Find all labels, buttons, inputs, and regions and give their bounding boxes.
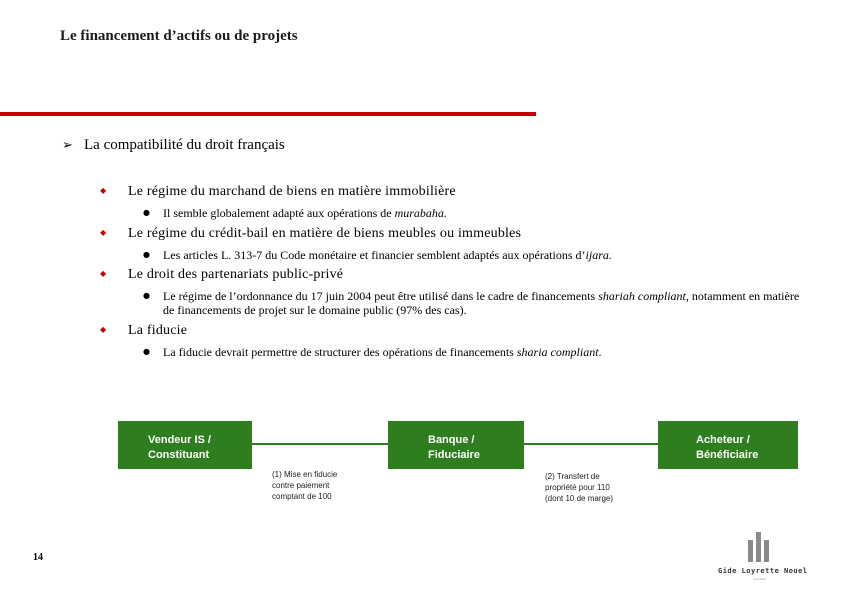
sub-bullet-emphasis: ijara. (585, 248, 612, 262)
sub-bullet-text: La fiducie devrait permettre de structurer des opérations de financements (163, 345, 517, 359)
sub-bullet-text: Il semble globalement adapté aux opérations de (163, 206, 395, 220)
connector-line-1 (252, 443, 388, 445)
bullet-item-1 (100, 184, 456, 200)
page-number: 14 (33, 552, 43, 563)
logo-bar-icon (756, 532, 761, 562)
sub-bullet-text-end: , notamment en matière de financements de projet sur le domaine public (97% des cas). (163, 289, 800, 317)
section-heading-text: La compatibilité du droit français (84, 137, 285, 153)
flow-box-buyer (658, 421, 798, 469)
sub-bullet-item-3 (143, 289, 803, 317)
sub-bullet-item-4 (143, 345, 803, 359)
sub-bullet-emphasis: sharia compliant (516, 345, 599, 359)
sub-bullet-text: Les articles L. 313-7 du Code monétaire et financier semblent adaptés aux opérations d’ (163, 248, 586, 262)
note-line: (dont 10 de marge) (545, 494, 614, 503)
sub-bullet-emphasis: shariah compliant (598, 289, 686, 303)
bullet-text: La fiducie (128, 323, 188, 338)
box-label-line-2: Bénéficiaire (696, 449, 759, 461)
section-heading (62, 137, 285, 154)
flow-box-seller (118, 421, 252, 469)
slide-title: Le financement d’actifs ou de projets (60, 28, 298, 44)
diamond-bullet-icon: ◆ (100, 269, 107, 278)
arrow-bullet-icon: ➢ (62, 138, 73, 153)
note-line: (1) Mise en fiducie (272, 470, 338, 479)
firm-logo (718, 526, 808, 582)
flow-note-2 (545, 471, 613, 504)
sub-bullet-emphasis: murabaha. (394, 206, 447, 220)
dot-bullet-icon: ● (143, 291, 150, 300)
bullet-text: Le régime du marchand de biens en matière immobilière (128, 184, 456, 199)
bullet-item-4 (100, 323, 187, 339)
title-divider (0, 112, 536, 116)
sub-bullet-item-2 (143, 248, 803, 262)
logo-subtext: A.A.R.P.I (754, 577, 766, 581)
flow-note-1 (272, 469, 337, 502)
note-line: contre paiement (272, 481, 330, 490)
connector-line-2 (524, 443, 658, 445)
dot-bullet-icon: ● (143, 250, 150, 259)
box-label-line-1: Vendeur IS / (148, 434, 211, 446)
box-label-line-1: Banque / (428, 434, 475, 446)
diamond-bullet-icon: ◆ (100, 325, 107, 334)
box-label-line-2: Constituant (148, 449, 210, 461)
box-label-line-1: Acheteur / (696, 434, 750, 446)
dot-bullet-icon: ● (143, 347, 150, 356)
diamond-bullet-icon: ◆ (100, 186, 107, 195)
bullet-text: Le régime du crédit-bail en matière de biens meubles ou immeubles (128, 226, 522, 241)
diamond-bullet-icon: ◆ (100, 228, 107, 237)
note-line: comptant de 100 (272, 492, 332, 501)
bullet-item-2 (100, 226, 521, 242)
dot-bullet-icon: ● (143, 208, 150, 217)
note-line: (2) Transfert de (545, 472, 600, 481)
box-label-line-2: Fiduciaire (428, 449, 480, 461)
flow-box-bank (388, 421, 524, 469)
bullet-item-3 (100, 267, 343, 283)
sub-bullet-item-1 (143, 206, 803, 220)
logo-text: Gide Loyrette Nouel (718, 567, 808, 575)
sub-bullet-text: Le régime de l’ordonnance du 17 juin 2004 peut être utilisé dans le cadre de financements (163, 289, 599, 303)
logo-bar-icon (748, 540, 753, 562)
note-line: propriété pour 110 (545, 483, 610, 492)
sub-bullet-text-end: . (598, 345, 602, 359)
logo-bar-icon (764, 540, 769, 562)
bullet-text: Le droit des partenariats public-privé (128, 267, 344, 282)
